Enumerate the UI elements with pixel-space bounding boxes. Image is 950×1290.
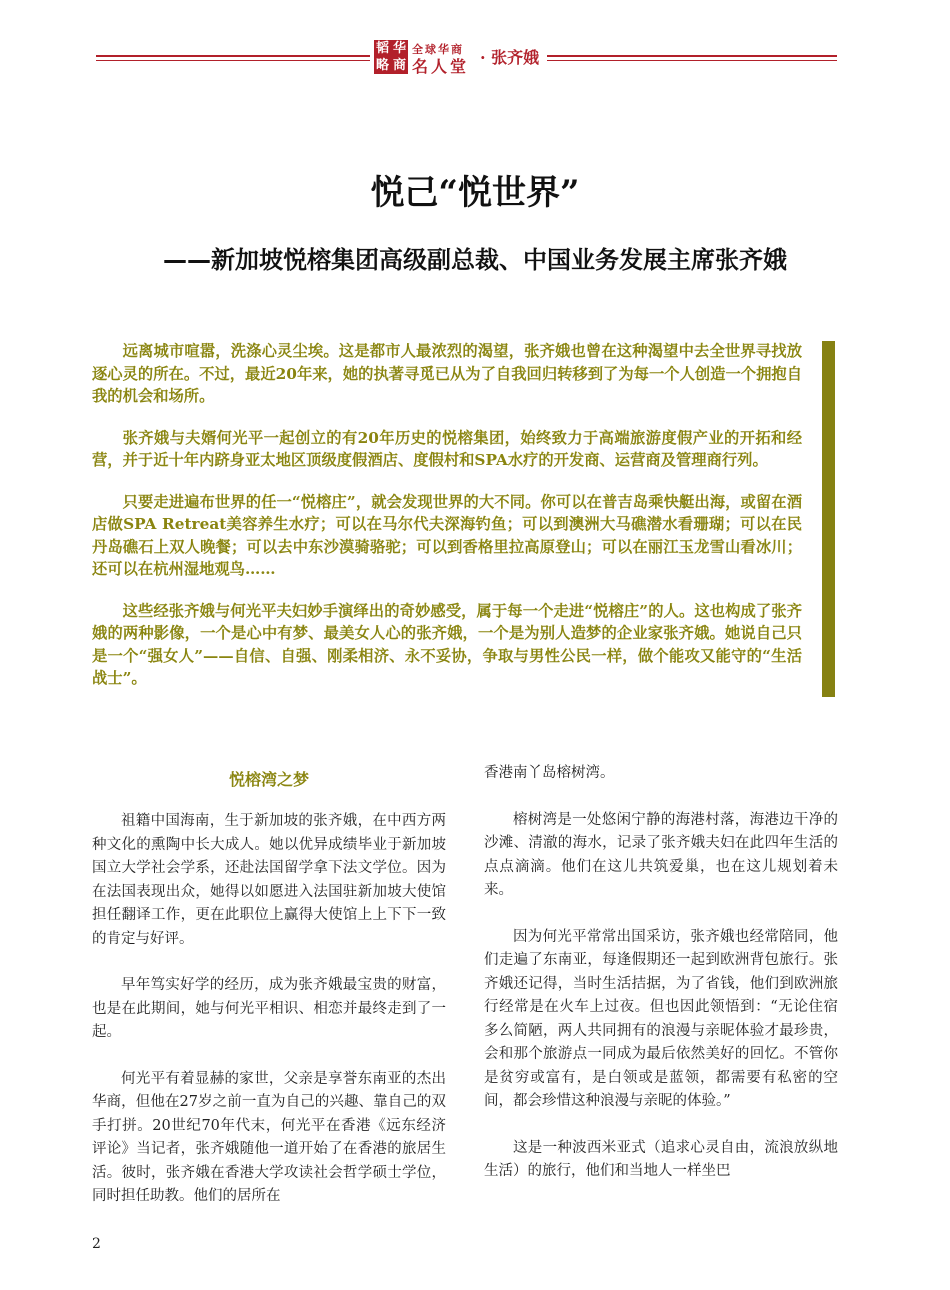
magazine-logo bbox=[374, 40, 408, 74]
header-subtitle: 全球华商 bbox=[412, 43, 464, 56]
intro-paragraph: 这些经张齐娥与何光平夫妇妙手演绎出的奇妙感受，属于每一个走进“悦榕庄”的人。这也构成了张齐娥的两种影像，一个是心中有梦、最美女人心的张齐娥，一个是为别人造梦的企业家张齐娥。她说自己只是一个“强女人”——自信、自强、刚柔相济、永不妥协，争取与男性公民一样，做个能攻又能守的“生活战士”。 bbox=[92, 601, 802, 687]
header-rule-right-thin bbox=[547, 60, 837, 61]
body-paragraph: 祖籍中国海南，生于新加坡的张齐娥，在中西方两种文化的熏陶中长大成人。她以优异成绩毕业于新加坡国立大学社会学系，还赴法国留学拿下法文学位。因为在法国表现出众，她得以如愿进入法国驻新加坡大使馆担任翻译工作，更在此职位上赢得大使馆上上下下一致的肯定与好评。 bbox=[92, 813, 446, 947]
intro-paragraph: 远离城市喧嚣，洗涤心灵尘埃。这是都市人最浓烈的渴望，张齐娥也曾在这种渴望中去全世界寻找放逐心灵的所在。不过，最近20年来，她的执著寻觅已从为了自我回归转移到了为每一个人创造一个拥抱自我的机会和场所。 bbox=[92, 342, 802, 405]
logo-char: 商 bbox=[392, 58, 406, 73]
article-subtitle: ——新加坡悦榕集团高级副总裁、中国业务发展主席张齐娥 bbox=[163, 246, 787, 274]
body-paragraph: 香港南丫岛榕树湾。 bbox=[484, 765, 615, 781]
left-column bbox=[92, 810, 446, 1232]
body-paragraph: 这是一种波西米亚式（追求心灵自由，流浪放纵地生活）的旅行，他们和当地人一样坐巴 bbox=[484, 1139, 838, 1179]
body-paragraph: 何光平有着显赫的家世，父亲是享誉东南亚的杰出华商，但他在27岁之前一直为自己的兴趣、靠自己的双手打拼。20世纪70年代末，何光平在香港《远东经济评论》当记者，张齐娥随他一道开始了在香港的旅居生活。彼时，张齐娥在香港大学攻读社会哲学硕士学位，同时担任助教。他们的居所在 bbox=[92, 1070, 446, 1204]
right-column bbox=[484, 762, 838, 1207]
section-heading: 悦榕湾之梦 bbox=[228, 770, 309, 789]
logo-char: 略 bbox=[375, 58, 389, 73]
page-number: 2 bbox=[92, 1236, 101, 1252]
intro-paragraph: 张齐娥与夫婿何光平一起创立的有20年历史的悦榕集团，始终致力于高端旅游度假产业的开拓和经营，并于近十年内跻身亚太地区顶级度假酒店、度假村和SPA水疗的开发商、运营商及管理商行列。 bbox=[92, 428, 802, 469]
intro-accent-bar bbox=[822, 341, 835, 697]
logo-char: 韬 bbox=[375, 41, 389, 56]
header-rule-left bbox=[96, 55, 370, 57]
header-person-name: · 张齐娥 bbox=[480, 48, 540, 67]
intro-block bbox=[92, 340, 802, 709]
header-rule-right bbox=[547, 55, 837, 57]
intro-paragraph: 只要走进遍布世界的任一“悦榕庄”，就会发现世界的大不同。你可以在普吉岛乘快艇出海，或留在酒店做SPA Retreat美容养生水疗；可以在马尔代夫深海钓鱼；可以到澳洲大马礁潜水看珊瑚；可以在民丹岛礁石上双人晚餐；可以去中东沙漠骑骆驼；可以到香格里拉高原登山；可以在丽江玉龙雪山看冰川；还可以在杭州湿地观鸟…… bbox=[92, 492, 802, 578]
body-paragraph: 早年笃实好学的经历，成为张齐娥最宝贵的财富，也是在此期间，她与何光平相识、相恋并最终走到了一起。 bbox=[92, 977, 446, 1040]
body-paragraph: 榕树湾是一处悠闲宁静的海港村落，海港边干净的沙滩、清澈的海水，记录了张齐娥夫妇在此四年生活的点点滴滴。他们在这儿共筑爱巢，也在这儿规划着未来。 bbox=[484, 811, 838, 898]
body-paragraph: 因为何光平常常出国采访，张齐娥也经常陪同，他们走遍了东南亚，每逢假期还一起到欧洲背包旅行。张齐娥还记得，当时生活拮据，为了省钱，他们到欧洲旅行经常是在火车上过夜。但也因此领悟到：“无论住宿多么简陋，两人共同拥有的浪漫与亲昵体验才最珍贵，会和那个旅游点一同成为最后依然美好的回忆。不管你是贫穷或富有，是白领或是蓝领，都需要有私密的空间，都会珍惜这种浪漫与亲昵的体验。” bbox=[484, 928, 838, 1109]
article-title: 悦己“悦世界” bbox=[370, 173, 580, 213]
header-rule-left-thin bbox=[96, 60, 370, 61]
header-column-name: 名人堂 bbox=[412, 57, 470, 76]
logo-char: 华 bbox=[392, 41, 406, 56]
